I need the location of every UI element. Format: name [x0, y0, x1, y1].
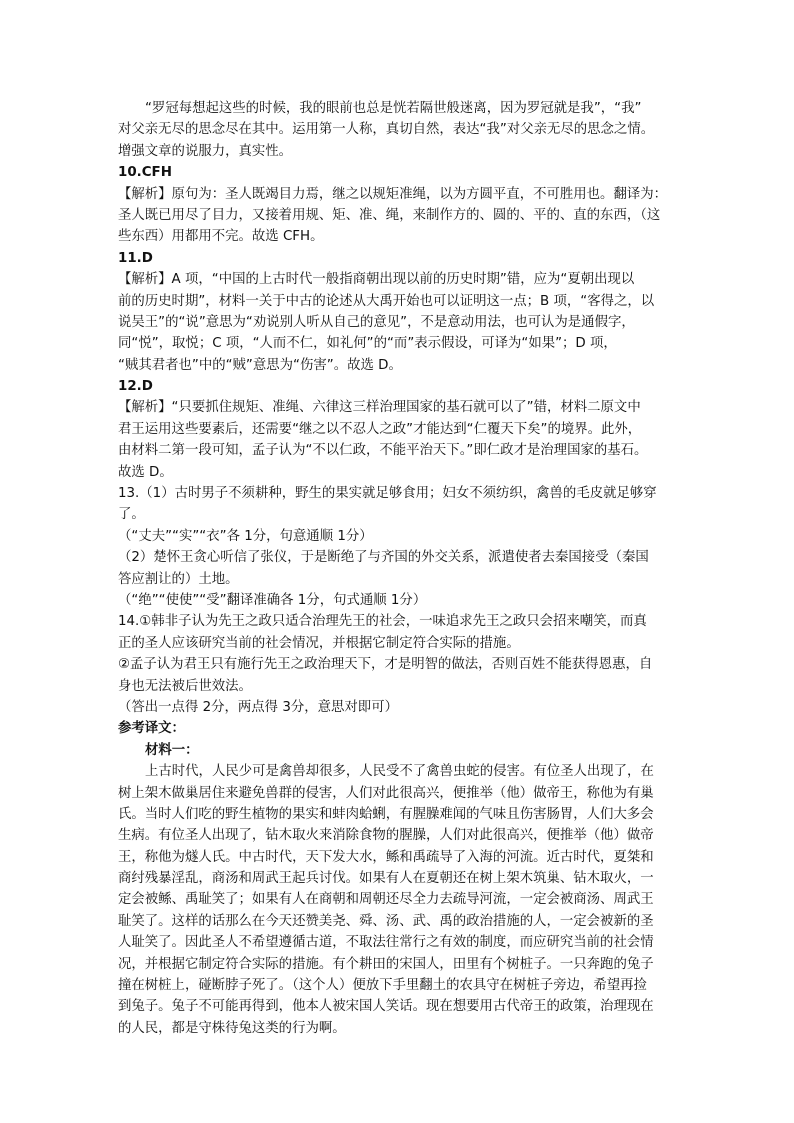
text-line: 11.D [118, 250, 153, 266]
text-line: 【解析】“只要抓住规矩、准绳、六律这三样治理国家的基石就可以了”错，材料二原文中 [118, 400, 641, 416]
text-line: （“绝”“使使”“受”翻译准确各 1分，句式通顺 1分） [118, 592, 427, 608]
text-line: 些东西）用都用不完。故选 CFH。 [118, 229, 324, 245]
text-line: 参考译文： [118, 721, 185, 737]
text-line: 到兔子。兔子不可能再得到，他本人被宋国人笑话。现在想要用古代帝王的政策，治理现在 [118, 999, 654, 1015]
text-line: 答应割让的）土地。 [118, 571, 239, 587]
text-line: 身也无法被后世效法。 [118, 678, 252, 694]
text-line: ②孟子认为君王只有施行先王之政治理天下，才是明智的做法，否则百姓不能获得恩惠，自 [118, 657, 653, 673]
text-line: （“丈夫”“实”“衣”各 1分，句意通顺 1分） [118, 528, 373, 544]
text-line: 撞在树桩上，碰断脖子死了。（这个人）便放下手里翻土的农具守在树桩子旁边，希望再捡 [118, 978, 647, 994]
text-line: 定会被鲧、禹耻笑了；如果有人在商朝和周朝还尽全力去疏导河流，一定会被商汤、周武王 [118, 892, 654, 908]
text-line: 树上架木做巢居住来避免兽群的侵害，人们对此很高兴，便推举（他）做帝王，称他为有巢 [118, 785, 654, 801]
text-line: （答出一点得 2分，两点得 3分，意思对即可） [118, 699, 398, 715]
text-line: 【解析】原句为：圣人既竭目力焉，继之以规矩准绳，以为方圆平直，不可胜用也。翻译为： [118, 186, 668, 202]
text-line: 正的圣人应该研究当前的社会情况，并根据它制定符合实际的措施。 [118, 635, 520, 651]
text-line: 同“悦”，取悦；C 项，“人而不仁，如礼何”的“而”表示假设，可译为“如果”；D 项， [118, 336, 617, 352]
text-line: 君王运用这些要素后，还需要“继之以不忍人之政”才能达到“仁覆天下矣”的境界。此外， [118, 421, 642, 437]
text-line: “贼其君者也”中的“贼”意思为“伤害”。故选 D。 [118, 357, 402, 373]
text-line: 的人民，都是守株待兔这类的行为啊。 [118, 1020, 346, 1036]
text-line: 况，并根据它制定符合实际的措施。有个耕田的宋国人，田里有个树桩子。一只奔跑的兔子 [118, 956, 654, 972]
text-line: 人耻笑了。因此圣人不希望遵循古道，不取法往常行之有效的制度，而应研究当前的社会情 [118, 935, 654, 951]
text-line: 由材料二第一段可知，孟子认为“不以仁政，不能平治天下。”即仁政才是治理国家的基石。 [118, 443, 648, 459]
text-line: 生病。有位圣人出现了，钻木取火来消除食物的腥臊，人们对此很高兴，便推举（他）做帝 [118, 828, 654, 844]
document-body [118, 98, 678, 1039]
text-line: 12.D [118, 379, 153, 395]
text-line: 商纣残暴淫乱，商汤和周武王起兵讨伐。如果有人在夏朝还在树上架木筑巢、钻木取火，一 [118, 871, 654, 887]
text-line: 10.CFH [118, 165, 172, 181]
text-line: 材料一： [145, 742, 199, 758]
text-line: 氏。当时人们吃的野生植物的果实和蚌肉蛤蜊，有腥臊难闻的气味且伤害肠胃，人们大多会 [118, 806, 654, 822]
text-line: 上古时代，人民少可是禽兽却很多，人民受不了禽兽虫蛇的侵害。有位圣人出现了，在 [145, 764, 654, 780]
text-line: 前的历史时期”，材料一关于中古的论述从大禹开始也可以证明这一点；B 项，“客得之，以 [118, 293, 655, 309]
text-line: （2）楚怀王贪心听信了张仪，于是断绝了与齐国的外交关系，派遣使者去秦国接受（秦国 [118, 550, 649, 566]
text-line: 14.①韩非子认为先王之政只适合治理先王的社会，一味追求先王之政只会招来嘲笑，而真 [118, 614, 647, 630]
text-line: “罗冠每想起这些的时候，我的眼前也总是恍若隔世般迷离，因为罗冠就是我”，“我” [145, 101, 642, 116]
text-line: 圣人既已用尽了目力，又接着用规、矩、准、绳，来制作方的、圆的、平的、直的东西，（这 [118, 207, 661, 223]
text-line: 增强文章的说服力，真实性。 [118, 143, 293, 159]
text-line: 13.（1）古时男子不须耕种，野生的果实就足够食用；妇女不须纺织，禽兽的毛皮就足够穿 [118, 486, 657, 502]
text-line: 对父亲无尽的思念尽在其中。运用第一人称，真切自然，表达“我”对父亲无尽的思念之情。 [118, 122, 655, 138]
text-line: 说吴王”的“说”意思为“劝说别人听从自己的意见”，不是意动用法，也可认为是通假字， [118, 314, 635, 330]
text-line: 【解析】A 项，“中国的上古时代一般指商朝出现以前的历史时期”错，应为“夏朝出现以 [118, 272, 635, 288]
text-line: 王，称他为燧人氏。中古时代，天下发大水，鲧和禹疏导了入海的河流。近古时代，夏桀和 [118, 849, 654, 865]
text-line: 耻笑了。这样的话那么在今天还赞美尧、舜、汤、武、禹的政治措施的人，一定会被新的圣 [118, 913, 654, 929]
text-line: 故选 D。 [118, 464, 173, 480]
text-line: 了。 [118, 507, 145, 523]
